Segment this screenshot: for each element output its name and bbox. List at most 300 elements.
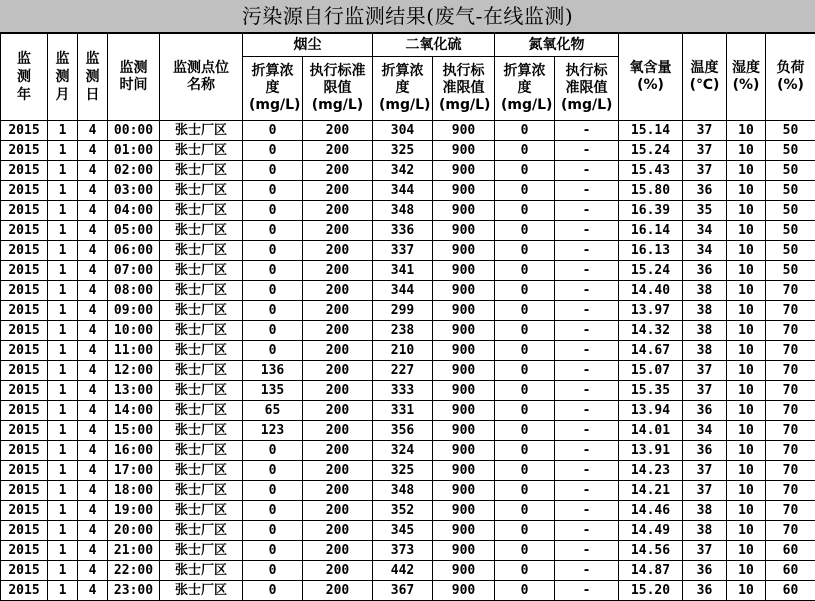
- cell-so2-limit: 900: [433, 361, 495, 381]
- report-title: 污染源自行监测结果(废气-在线监测): [0, 0, 815, 33]
- cell-humidity: 10: [727, 561, 766, 581]
- cell-dust: 0: [243, 201, 303, 221]
- cell-day: 4: [78, 561, 108, 581]
- cell-o2: 14.49: [619, 521, 683, 541]
- cell-day: 4: [78, 141, 108, 161]
- cell-month: 1: [48, 181, 78, 201]
- cell-so2-limit: 900: [433, 241, 495, 261]
- cell-year: 2015: [1, 241, 48, 261]
- cell-humidity: 10: [727, 201, 766, 221]
- cell-month: 1: [48, 481, 78, 501]
- cell-so2: 210: [373, 341, 433, 361]
- cell-nox-limit: -: [555, 381, 619, 401]
- cell-so2: 331: [373, 401, 433, 421]
- cell-load: 70: [766, 441, 815, 461]
- table-body: [1, 121, 815, 601]
- cell-dust: 0: [243, 321, 303, 341]
- cell-dust: 136: [243, 361, 303, 381]
- cell-o2: 14.21: [619, 481, 683, 501]
- cell-site: 张士厂区: [160, 421, 243, 441]
- cell-nox-limit: -: [555, 501, 619, 521]
- cell-so2-limit: 900: [433, 121, 495, 141]
- cell-temp: 35: [683, 201, 727, 221]
- cell-site: 张士厂区: [160, 121, 243, 141]
- cell-dust: 123: [243, 421, 303, 441]
- table-row: [1, 201, 815, 221]
- cell-month: 1: [48, 441, 78, 461]
- cell-temp: 38: [683, 301, 727, 321]
- cell-month: 1: [48, 241, 78, 261]
- results-table: [0, 33, 815, 601]
- cell-day: 4: [78, 361, 108, 381]
- cell-temp: 36: [683, 441, 727, 461]
- cell-day: 4: [78, 301, 108, 321]
- cell-so2: 348: [373, 201, 433, 221]
- cell-month: 1: [48, 201, 78, 221]
- cell-year: 2015: [1, 281, 48, 301]
- cell-temp: 34: [683, 221, 727, 241]
- cell-dust: 0: [243, 501, 303, 521]
- cell-o2: 14.32: [619, 321, 683, 341]
- table-row: [1, 321, 815, 341]
- cell-nox: 0: [495, 201, 555, 221]
- cell-nox: 0: [495, 221, 555, 241]
- cell-humidity: 10: [727, 441, 766, 461]
- cell-dust-limit: 200: [303, 161, 373, 181]
- cell-nox-limit: -: [555, 541, 619, 561]
- cell-day: 4: [78, 541, 108, 561]
- cell-so2: 324: [373, 441, 433, 461]
- table-row: [1, 121, 815, 141]
- cell-month: 1: [48, 121, 78, 141]
- cell-so2-limit: 900: [433, 441, 495, 461]
- table-row: [1, 281, 815, 301]
- table-row: [1, 561, 815, 581]
- header-dust-conc: 折算浓度(mg/L): [243, 57, 303, 121]
- cell-nox-limit: -: [555, 141, 619, 161]
- cell-dust: 0: [243, 221, 303, 241]
- table-row: [1, 461, 815, 481]
- cell-dust-limit: 200: [303, 241, 373, 261]
- cell-nox-limit: -: [555, 221, 619, 241]
- cell-time: 23:00: [108, 581, 160, 601]
- cell-humidity: 10: [727, 481, 766, 501]
- cell-dust-limit: 200: [303, 421, 373, 441]
- cell-temp: 38: [683, 501, 727, 521]
- cell-so2: 325: [373, 461, 433, 481]
- cell-dust-limit: 200: [303, 461, 373, 481]
- cell-dust: 0: [243, 461, 303, 481]
- header-day: 监测日: [78, 34, 108, 121]
- cell-month: 1: [48, 581, 78, 601]
- cell-time: 16:00: [108, 441, 160, 461]
- cell-month: 1: [48, 561, 78, 581]
- cell-time: 02:00: [108, 161, 160, 181]
- cell-so2-limit: 900: [433, 401, 495, 421]
- cell-so2-limit: 900: [433, 301, 495, 321]
- cell-day: 4: [78, 501, 108, 521]
- cell-nox: 0: [495, 381, 555, 401]
- cell-so2-limit: 900: [433, 321, 495, 341]
- cell-dust: 0: [243, 141, 303, 161]
- cell-day: 4: [78, 261, 108, 281]
- cell-site: 张士厂区: [160, 321, 243, 341]
- cell-site: 张士厂区: [160, 461, 243, 481]
- cell-time: 08:00: [108, 281, 160, 301]
- cell-load: 70: [766, 341, 815, 361]
- cell-load: 50: [766, 161, 815, 181]
- cell-dust: 0: [243, 581, 303, 601]
- cell-humidity: 10: [727, 501, 766, 521]
- cell-dust: 0: [243, 281, 303, 301]
- header-temp: 温度(℃): [683, 34, 727, 121]
- cell-dust-limit: 200: [303, 501, 373, 521]
- cell-dust-limit: 200: [303, 381, 373, 401]
- cell-nox-limit: -: [555, 361, 619, 381]
- cell-dust-limit: 200: [303, 121, 373, 141]
- cell-dust: 0: [243, 181, 303, 201]
- header-humidity: 湿度(%): [727, 34, 766, 121]
- cell-dust-limit: 200: [303, 261, 373, 281]
- cell-temp: 38: [683, 281, 727, 301]
- cell-o2: 16.14: [619, 221, 683, 241]
- cell-humidity: 10: [727, 541, 766, 561]
- cell-load: 70: [766, 521, 815, 541]
- header-load: 负荷(%): [766, 34, 815, 121]
- cell-so2: 341: [373, 261, 433, 281]
- cell-humidity: 10: [727, 281, 766, 301]
- cell-dust-limit: 200: [303, 281, 373, 301]
- cell-nox-limit: -: [555, 421, 619, 441]
- cell-load: 50: [766, 121, 815, 141]
- cell-so2-limit: 900: [433, 221, 495, 241]
- cell-site: 张士厂区: [160, 261, 243, 281]
- cell-nox: 0: [495, 561, 555, 581]
- table-row: [1, 301, 815, 321]
- cell-humidity: 10: [727, 401, 766, 421]
- cell-nox-limit: -: [555, 261, 619, 281]
- cell-o2: 14.56: [619, 541, 683, 561]
- cell-nox-limit: -: [555, 301, 619, 321]
- cell-humidity: 10: [727, 181, 766, 201]
- cell-humidity: 10: [727, 521, 766, 541]
- cell-day: 4: [78, 381, 108, 401]
- cell-year: 2015: [1, 301, 48, 321]
- cell-temp: 37: [683, 361, 727, 381]
- cell-load: 70: [766, 301, 815, 321]
- cell-month: 1: [48, 541, 78, 561]
- cell-humidity: 10: [727, 221, 766, 241]
- cell-day: 4: [78, 281, 108, 301]
- cell-dust-limit: 200: [303, 141, 373, 161]
- cell-so2: 325: [373, 141, 433, 161]
- cell-day: 4: [78, 221, 108, 241]
- cell-temp: 36: [683, 181, 727, 201]
- cell-humidity: 10: [727, 421, 766, 441]
- table-row: [1, 481, 815, 501]
- cell-dust-limit: 200: [303, 581, 373, 601]
- cell-time: 09:00: [108, 301, 160, 321]
- cell-nox: 0: [495, 361, 555, 381]
- table-row: [1, 161, 815, 181]
- cell-dust: 135: [243, 381, 303, 401]
- cell-load: 70: [766, 481, 815, 501]
- cell-o2: 13.94: [619, 401, 683, 421]
- cell-nox: 0: [495, 461, 555, 481]
- table-row: [1, 381, 815, 401]
- cell-dust-limit: 200: [303, 401, 373, 421]
- table-row: [1, 501, 815, 521]
- cell-temp: 37: [683, 121, 727, 141]
- cell-year: 2015: [1, 141, 48, 161]
- cell-month: 1: [48, 281, 78, 301]
- cell-humidity: 10: [727, 341, 766, 361]
- cell-year: 2015: [1, 581, 48, 601]
- cell-time: 15:00: [108, 421, 160, 441]
- cell-nox-limit: -: [555, 401, 619, 421]
- table-row: [1, 221, 815, 241]
- cell-so2: 333: [373, 381, 433, 401]
- cell-year: 2015: [1, 121, 48, 141]
- cell-temp: 37: [683, 381, 727, 401]
- cell-so2-limit: 900: [433, 421, 495, 441]
- cell-day: 4: [78, 581, 108, 601]
- cell-site: 张士厂区: [160, 481, 243, 501]
- header-dust: 烟尘: [243, 34, 373, 57]
- header-so2: 二氧化硫: [373, 34, 495, 57]
- cell-load: 70: [766, 401, 815, 421]
- cell-humidity: 10: [727, 381, 766, 401]
- cell-month: 1: [48, 521, 78, 541]
- table-row: [1, 241, 815, 261]
- cell-year: 2015: [1, 541, 48, 561]
- cell-nox: 0: [495, 581, 555, 601]
- cell-year: 2015: [1, 561, 48, 581]
- cell-day: 4: [78, 241, 108, 261]
- cell-day: 4: [78, 321, 108, 341]
- cell-day: 4: [78, 341, 108, 361]
- cell-dust: 0: [243, 521, 303, 541]
- cell-time: 01:00: [108, 141, 160, 161]
- cell-site: 张士厂区: [160, 441, 243, 461]
- cell-time: 00:00: [108, 121, 160, 141]
- cell-load: 70: [766, 421, 815, 441]
- cell-temp: 37: [683, 461, 727, 481]
- cell-load: 70: [766, 281, 815, 301]
- cell-time: 04:00: [108, 201, 160, 221]
- cell-o2: 15.14: [619, 121, 683, 141]
- cell-o2: 15.24: [619, 261, 683, 281]
- cell-temp: 37: [683, 141, 727, 161]
- cell-o2: 16.13: [619, 241, 683, 261]
- cell-year: 2015: [1, 181, 48, 201]
- cell-humidity: 10: [727, 301, 766, 321]
- cell-time: 03:00: [108, 181, 160, 201]
- cell-o2: 13.97: [619, 301, 683, 321]
- cell-so2: 352: [373, 501, 433, 521]
- cell-so2: 336: [373, 221, 433, 241]
- table-row: [1, 421, 815, 441]
- cell-so2-limit: 900: [433, 181, 495, 201]
- header-time: 监测时间: [108, 34, 160, 121]
- cell-nox: 0: [495, 181, 555, 201]
- cell-dust-limit: 200: [303, 561, 373, 581]
- cell-dust-limit: 200: [303, 521, 373, 541]
- cell-month: 1: [48, 361, 78, 381]
- cell-so2-limit: 900: [433, 161, 495, 181]
- cell-so2: 342: [373, 161, 433, 181]
- cell-dust-limit: 200: [303, 301, 373, 321]
- cell-o2: 14.87: [619, 561, 683, 581]
- cell-so2: 367: [373, 581, 433, 601]
- cell-temp: 38: [683, 341, 727, 361]
- cell-site: 张士厂区: [160, 241, 243, 261]
- table-row: [1, 401, 815, 421]
- cell-site: 张士厂区: [160, 181, 243, 201]
- cell-site: 张士厂区: [160, 541, 243, 561]
- cell-site: 张士厂区: [160, 361, 243, 381]
- cell-month: 1: [48, 381, 78, 401]
- cell-year: 2015: [1, 421, 48, 441]
- cell-nox: 0: [495, 441, 555, 461]
- cell-site: 张士厂区: [160, 501, 243, 521]
- cell-temp: 37: [683, 541, 727, 561]
- cell-nox: 0: [495, 241, 555, 261]
- cell-site: 张士厂区: [160, 381, 243, 401]
- cell-day: 4: [78, 401, 108, 421]
- cell-nox-limit: -: [555, 461, 619, 481]
- cell-load: 50: [766, 241, 815, 261]
- cell-so2: 238: [373, 321, 433, 341]
- table-row: [1, 521, 815, 541]
- cell-humidity: 10: [727, 161, 766, 181]
- cell-nox: 0: [495, 321, 555, 341]
- cell-o2: 14.46: [619, 501, 683, 521]
- cell-year: 2015: [1, 341, 48, 361]
- cell-nox: 0: [495, 141, 555, 161]
- cell-nox: 0: [495, 281, 555, 301]
- cell-humidity: 10: [727, 461, 766, 481]
- cell-nox: 0: [495, 481, 555, 501]
- cell-dust-limit: 200: [303, 361, 373, 381]
- header-month: 监测月: [48, 34, 78, 121]
- cell-time: 22:00: [108, 561, 160, 581]
- cell-nox-limit: -: [555, 121, 619, 141]
- cell-year: 2015: [1, 441, 48, 461]
- cell-site: 张士厂区: [160, 301, 243, 321]
- table-row: [1, 441, 815, 461]
- cell-temp: 36: [683, 401, 727, 421]
- cell-month: 1: [48, 501, 78, 521]
- cell-humidity: 10: [727, 241, 766, 261]
- cell-nox-limit: -: [555, 321, 619, 341]
- cell-site: 张士厂区: [160, 161, 243, 181]
- cell-site: 张士厂区: [160, 401, 243, 421]
- table-row: [1, 341, 815, 361]
- cell-year: 2015: [1, 201, 48, 221]
- cell-nox-limit: -: [555, 581, 619, 601]
- cell-so2-limit: 900: [433, 281, 495, 301]
- cell-nox: 0: [495, 401, 555, 421]
- header-dust-limit: 执行标准限值(mg/L): [303, 57, 373, 121]
- cell-o2: 15.20: [619, 581, 683, 601]
- cell-month: 1: [48, 261, 78, 281]
- cell-so2: 373: [373, 541, 433, 561]
- cell-so2-limit: 900: [433, 381, 495, 401]
- header-nox-limit: 执行标准限值(mg/L): [555, 57, 619, 121]
- cell-nox: 0: [495, 421, 555, 441]
- cell-o2: 15.35: [619, 381, 683, 401]
- cell-dust: 0: [243, 161, 303, 181]
- header-so2-limit: 执行标准限值(mg/L): [433, 57, 495, 121]
- cell-month: 1: [48, 221, 78, 241]
- cell-time: 21:00: [108, 541, 160, 561]
- cell-o2: 16.39: [619, 201, 683, 221]
- cell-time: 14:00: [108, 401, 160, 421]
- cell-year: 2015: [1, 461, 48, 481]
- table-row: [1, 261, 815, 281]
- cell-site: 张士厂区: [160, 201, 243, 221]
- cell-site: 张士厂区: [160, 141, 243, 161]
- cell-dust-limit: 200: [303, 481, 373, 501]
- cell-dust-limit: 200: [303, 541, 373, 561]
- cell-dust: 0: [243, 441, 303, 461]
- cell-o2: 14.67: [619, 341, 683, 361]
- cell-nox: 0: [495, 541, 555, 561]
- cell-dust: 65: [243, 401, 303, 421]
- cell-so2: 227: [373, 361, 433, 381]
- cell-time: 18:00: [108, 481, 160, 501]
- cell-nox-limit: -: [555, 441, 619, 461]
- cell-day: 4: [78, 521, 108, 541]
- cell-load: 60: [766, 581, 815, 601]
- cell-year: 2015: [1, 361, 48, 381]
- cell-day: 4: [78, 201, 108, 221]
- cell-month: 1: [48, 161, 78, 181]
- cell-temp: 38: [683, 521, 727, 541]
- cell-nox: 0: [495, 301, 555, 321]
- cell-so2: 344: [373, 181, 433, 201]
- cell-time: 06:00: [108, 241, 160, 261]
- cell-dust: 0: [243, 541, 303, 561]
- cell-month: 1: [48, 421, 78, 441]
- cell-day: 4: [78, 421, 108, 441]
- cell-time: 17:00: [108, 461, 160, 481]
- cell-site: 张士厂区: [160, 581, 243, 601]
- cell-so2-limit: 900: [433, 541, 495, 561]
- cell-month: 1: [48, 321, 78, 341]
- cell-temp: 34: [683, 421, 727, 441]
- cell-so2: 304: [373, 121, 433, 141]
- cell-nox-limit: -: [555, 181, 619, 201]
- cell-dust: 0: [243, 261, 303, 281]
- cell-humidity: 10: [727, 321, 766, 341]
- cell-so2: 348: [373, 481, 433, 501]
- cell-humidity: 10: [727, 261, 766, 281]
- cell-dust-limit: 200: [303, 201, 373, 221]
- cell-nox: 0: [495, 501, 555, 521]
- table-row: [1, 581, 815, 601]
- cell-temp: 38: [683, 321, 727, 341]
- cell-load: 60: [766, 561, 815, 581]
- cell-day: 4: [78, 121, 108, 141]
- header-year: 监测年: [1, 34, 48, 121]
- cell-dust: 0: [243, 241, 303, 261]
- header-so2-conc: 折算浓度(mg/L): [373, 57, 433, 121]
- cell-nox-limit: -: [555, 161, 619, 181]
- cell-site: 张士厂区: [160, 281, 243, 301]
- cell-so2: 345: [373, 521, 433, 541]
